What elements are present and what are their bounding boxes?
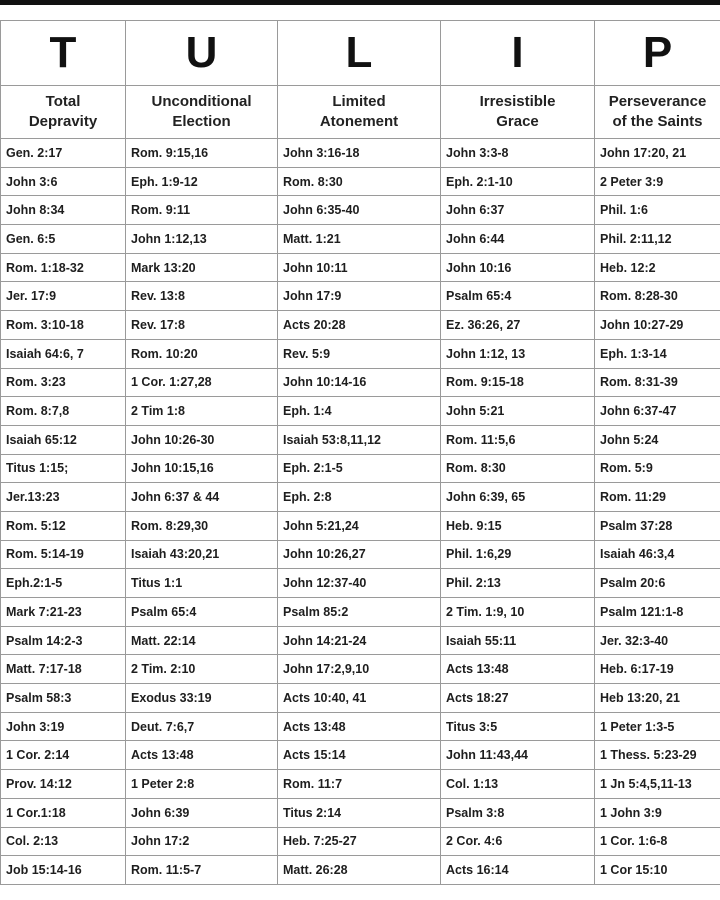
verse-cell: Rom. 11:5,6: [441, 425, 595, 454]
verse-cell: John 6:39, 65: [441, 483, 595, 512]
verse-cell: John 3:3-8: [441, 139, 595, 168]
verse-cell: Acts 13:48: [126, 741, 278, 770]
verse-cell: John 14:21-24: [278, 626, 441, 655]
verse-cell: John 10:11: [278, 253, 441, 282]
verse-cell: Gen. 6:5: [1, 225, 126, 254]
verse-cell: 1 Cor.1:18: [1, 798, 126, 827]
verse-cell: Titus 3:5: [441, 712, 595, 741]
verse-cell: Heb 13:20, 21: [595, 684, 720, 713]
verse-cell: John 6:37 & 44: [126, 483, 278, 512]
verse-cell: Phil. 1:6,29: [441, 540, 595, 569]
table-row: [1, 253, 720, 282]
top-border-bar: [0, 0, 720, 5]
verse-cell: John 3:19: [1, 712, 126, 741]
verse-cell: John 6:37: [441, 196, 595, 225]
verse-cell: Eph.2:1-5: [1, 569, 126, 598]
verse-cell: Psalm 20:6: [595, 569, 720, 598]
table-row: [1, 167, 720, 196]
table-row: [1, 454, 720, 483]
verse-cell: Psalm 37:28: [595, 511, 720, 540]
verse-cell: 1 Jn 5:4,5,11-13: [595, 770, 720, 799]
verse-cell: John 10:26,27: [278, 540, 441, 569]
verse-cell: Heb. 9:15: [441, 511, 595, 540]
verse-cell: Acts 13:48: [441, 655, 595, 684]
verse-cell: 2 Cor. 4:6: [441, 827, 595, 856]
verse-cell: Rom. 9:11: [126, 196, 278, 225]
verse-cell: Eph. 1:3-14: [595, 339, 720, 368]
table-row: [1, 655, 720, 684]
letter-i: I: [441, 21, 595, 86]
letter-header-row: [1, 21, 720, 86]
verse-cell: Phil. 1:6: [595, 196, 720, 225]
table-row: [1, 368, 720, 397]
verse-cell: John 6:37-47: [595, 397, 720, 426]
verse-cell: Rom. 3:23: [1, 368, 126, 397]
verse-cell: John 11:43,44: [441, 741, 595, 770]
verse-cell: John 12:37-40: [278, 569, 441, 598]
verse-cell: Psalm 3:8: [441, 798, 595, 827]
verse-cell: Phil. 2:11,12: [595, 225, 720, 254]
verse-cell: John 17:2: [126, 827, 278, 856]
verse-cell: Rom. 11:5-7: [126, 856, 278, 885]
table-row: [1, 425, 720, 454]
verse-cell: Rom. 5:14-19: [1, 540, 126, 569]
verse-cell: Matt. 26:28: [278, 856, 441, 885]
verse-cell: Isaiah 43:20,21: [126, 540, 278, 569]
table-row: [1, 684, 720, 713]
verse-cell: Isaiah 64:6, 7: [1, 339, 126, 368]
verse-cell: Psalm 14:2-3: [1, 626, 126, 655]
verse-cell: John 5:24: [595, 425, 720, 454]
header-limited-atonement: Limited Atonement: [278, 86, 441, 139]
verse-cell: Isaiah 46:3,4: [595, 540, 720, 569]
verse-cell: Matt. 7:17-18: [1, 655, 126, 684]
verse-cell: 1 Cor. 1:27,28: [126, 368, 278, 397]
verse-cell: Psalm 85:2: [278, 598, 441, 627]
verse-cell: Titus 2:14: [278, 798, 441, 827]
verse-cell: John 17:20, 21: [595, 139, 720, 168]
verse-cell: John 3:6: [1, 167, 126, 196]
verse-cell: Rom. 8:30: [278, 167, 441, 196]
verse-cell: John 6:39: [126, 798, 278, 827]
letter-u: U: [126, 21, 278, 86]
verse-cell: Prov. 14:12: [1, 770, 126, 799]
verse-cell: Heb. 6:17-19: [595, 655, 720, 684]
table-row: [1, 139, 720, 168]
verse-cell: Eph. 1:9-12: [126, 167, 278, 196]
header-perseverance-of-the-saints: Perseverance of the Saints: [595, 86, 720, 139]
verse-cell: 1 Cor 15:10: [595, 856, 720, 885]
verse-cell: Psalm 121:1-8: [595, 598, 720, 627]
verse-cell: Rom. 8:29,30: [126, 511, 278, 540]
verse-cell: Acts 16:14: [441, 856, 595, 885]
table-row: [1, 827, 720, 856]
verse-cell: Psalm 58:3: [1, 684, 126, 713]
verse-cell: Rom. 8:30: [441, 454, 595, 483]
verse-cell: John 5:21,24: [278, 511, 441, 540]
verse-cell: Gen. 2:17: [1, 139, 126, 168]
verse-cell: Eph. 2:1-10: [441, 167, 595, 196]
verse-cell: 1 John 3:9: [595, 798, 720, 827]
verse-cell: 2 Tim. 1:9, 10: [441, 598, 595, 627]
verse-cell: Psalm 65:4: [441, 282, 595, 311]
verse-cell: Deut. 7:6,7: [126, 712, 278, 741]
table-row: [1, 569, 720, 598]
header-total-depravity: Total Depravity: [1, 86, 126, 139]
verse-cell: Eph. 2:1-5: [278, 454, 441, 483]
verse-cell: John 10:15,16: [126, 454, 278, 483]
table-row: [1, 798, 720, 827]
verse-cell: Job 15:14-16: [1, 856, 126, 885]
table-row: [1, 196, 720, 225]
header-unconditional-election: Unconditional Election: [126, 86, 278, 139]
verse-cell: Acts 18:27: [441, 684, 595, 713]
verse-cell: Acts 15:14: [278, 741, 441, 770]
verse-cell: Mark 7:21-23: [1, 598, 126, 627]
verse-cell: Rom. 8:28-30: [595, 282, 720, 311]
verse-cell: Matt. 1:21: [278, 225, 441, 254]
verse-cell: Rom. 3:10-18: [1, 311, 126, 340]
letter-l: L: [278, 21, 441, 86]
table-body: [1, 139, 720, 885]
table-row: [1, 483, 720, 512]
verse-cell: John 10:27-29: [595, 311, 720, 340]
verse-cell: John 6:35-40: [278, 196, 441, 225]
verse-cell: Rev. 5:9: [278, 339, 441, 368]
table-row: [1, 311, 720, 340]
table-row: [1, 511, 720, 540]
verse-cell: Jer. 17:9: [1, 282, 126, 311]
table-row: [1, 397, 720, 426]
verse-cell: John 8:34: [1, 196, 126, 225]
table-row: [1, 856, 720, 885]
verse-cell: Eph. 2:8: [278, 483, 441, 512]
verse-cell: John 17:2,9,10: [278, 655, 441, 684]
verse-cell: Jer.13:23: [1, 483, 126, 512]
verse-cell: Rom. 8:7,8: [1, 397, 126, 426]
verse-cell: Acts 10:40, 41: [278, 684, 441, 713]
verse-cell: 2 Tim 1:8: [126, 397, 278, 426]
verse-cell: Matt. 22:14: [126, 626, 278, 655]
verse-cell: Acts 13:48: [278, 712, 441, 741]
verse-cell: John 17:9: [278, 282, 441, 311]
verse-cell: Col. 2:13: [1, 827, 126, 856]
verse-cell: Rev. 17:8: [126, 311, 278, 340]
verse-cell: Rom. 9:15-18: [441, 368, 595, 397]
table-row: [1, 741, 720, 770]
verse-cell: Rom. 10:20: [126, 339, 278, 368]
verse-cell: Rev. 13:8: [126, 282, 278, 311]
verse-cell: Rom. 5:9: [595, 454, 720, 483]
table-row: [1, 540, 720, 569]
table-row: [1, 598, 720, 627]
table-row: [1, 339, 720, 368]
verse-cell: Heb. 7:25-27: [278, 827, 441, 856]
verse-cell: Eph. 1:4: [278, 397, 441, 426]
verse-cell: Heb. 12:2: [595, 253, 720, 282]
verse-cell: 1 Peter 1:3-5: [595, 712, 720, 741]
verse-cell: Rom. 9:15,16: [126, 139, 278, 168]
verse-cell: Col. 1:13: [441, 770, 595, 799]
verse-cell: Isaiah 55:11: [441, 626, 595, 655]
header-irresistible-grace: Irresistible Grace: [441, 86, 595, 139]
verse-cell: Rom. 1:18-32: [1, 253, 126, 282]
verse-cell: John 1:12, 13: [441, 339, 595, 368]
table-row: [1, 712, 720, 741]
verse-cell: John 6:44: [441, 225, 595, 254]
verse-cell: John 10:16: [441, 253, 595, 282]
letter-t: T: [1, 21, 126, 86]
table-row: [1, 626, 720, 655]
verse-cell: Acts 20:28: [278, 311, 441, 340]
verse-cell: Rom. 8:31-39: [595, 368, 720, 397]
verse-cell: Titus 1:15;: [1, 454, 126, 483]
verse-cell: 2 Tim. 2:10: [126, 655, 278, 684]
verse-cell: 2 Peter 3:9: [595, 167, 720, 196]
verse-cell: Rom. 11:29: [595, 483, 720, 512]
verse-cell: John 10:26-30: [126, 425, 278, 454]
verse-cell: 1 Cor. 1:6-8: [595, 827, 720, 856]
letter-p: P: [595, 21, 720, 86]
tulip-scripture-table: [0, 20, 720, 885]
verse-cell: Phil. 2:13: [441, 569, 595, 598]
verse-cell: 1 Peter 2:8: [126, 770, 278, 799]
verse-cell: Rom. 11:7: [278, 770, 441, 799]
column-header-row: [1, 86, 720, 139]
verse-cell: Isaiah 65:12: [1, 425, 126, 454]
table-row: [1, 225, 720, 254]
verse-cell: Mark 13:20: [126, 253, 278, 282]
table-row: [1, 770, 720, 799]
table-row: [1, 282, 720, 311]
verse-cell: 1 Thess. 5:23-29: [595, 741, 720, 770]
verse-cell: Titus 1:1: [126, 569, 278, 598]
verse-cell: Psalm 65:4: [126, 598, 278, 627]
verse-cell: John 3:16-18: [278, 139, 441, 168]
verse-cell: Exodus 33:19: [126, 684, 278, 713]
verse-cell: 1 Cor. 2:14: [1, 741, 126, 770]
verse-cell: Rom. 5:12: [1, 511, 126, 540]
verse-cell: Jer. 32:3-40: [595, 626, 720, 655]
verse-cell: John 1:12,13: [126, 225, 278, 254]
verse-cell: John 5:21: [441, 397, 595, 426]
verse-cell: John 10:14-16: [278, 368, 441, 397]
verse-cell: Ez. 36:26, 27: [441, 311, 595, 340]
verse-cell: Isaiah 53:8,11,12: [278, 425, 441, 454]
